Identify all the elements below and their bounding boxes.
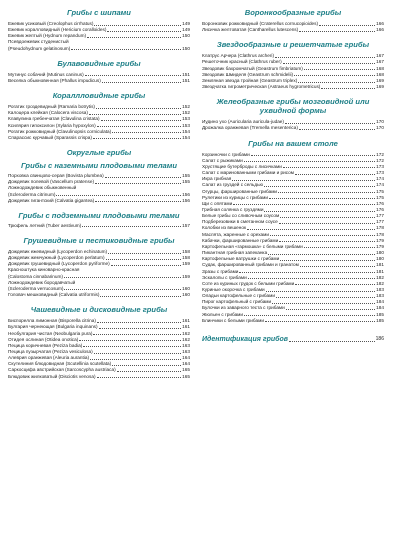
entry-title: Картофельная «гармошка» с белыми грибами	[202, 243, 303, 249]
entry-title: Красноштука киноварно-красная	[8, 267, 80, 273]
entry-title: Белые грибы со сливочным соусом	[202, 213, 280, 219]
page-number: 166	[376, 27, 384, 33]
entry-title: Рогатик рожковидный (Clavulinopsis corniculata)	[8, 128, 112, 134]
leader-dots	[265, 321, 375, 322]
page-number: 160	[182, 292, 190, 298]
section-subtitle: Грибы с наземными плодовыми телами	[20, 161, 178, 171]
leader-dots	[270, 235, 375, 236]
leader-dots	[295, 284, 375, 285]
page-number: 183	[376, 293, 384, 299]
leader-dots	[94, 353, 182, 354]
entry-title: Веселка обыкновенная (Phallus impudicus)	[8, 77, 101, 83]
page-number: 177	[376, 213, 384, 219]
page-number: 166	[376, 21, 384, 26]
section-title: Желеобразные грибы мозговидной или ухвидной формы	[216, 97, 370, 116]
leader-dots	[79, 340, 181, 341]
entry-title: Головач мешковидный (Calvatia utriformis)	[8, 292, 100, 298]
entry-title: Салат с маринованными грибами и рисом	[202, 170, 294, 176]
leader-dots	[87, 37, 181, 38]
leader-dots	[247, 229, 375, 230]
leader-dots	[97, 377, 182, 378]
entry-title: Пецица коричневая (Peziza badia)	[8, 342, 83, 348]
page-number: 152	[182, 104, 190, 110]
page-number: 149	[182, 27, 190, 33]
leader-dots	[107, 31, 181, 32]
page-number: 170	[376, 119, 384, 125]
leader-dots	[269, 198, 375, 199]
page-number: 156	[182, 191, 190, 197]
entry-title: Дождевик грушевидный (Lycoperdon pyriforme)	[8, 261, 110, 267]
leader-dots	[71, 49, 181, 50]
page-number: 169	[376, 77, 384, 83]
section-title: Чашевидные и дисковидные грибы	[30, 305, 168, 315]
page-number: 150	[182, 45, 190, 51]
leader-dots	[264, 211, 375, 212]
leader-dots	[111, 265, 181, 266]
entry-title: Дождевик ежевидный (Lycoperdon echinatum)	[8, 248, 108, 254]
entry-title: Пикантная грибная запеканка	[202, 250, 268, 256]
leader-dots	[90, 359, 181, 360]
toc-right-column	[202, 6, 384, 349]
leader-dots	[83, 346, 181, 347]
leader-dots	[96, 108, 181, 109]
page-number: 178	[376, 231, 384, 237]
entry-title: (Pseudohydnum gelatinosum)	[8, 45, 71, 51]
entry-title: Блюдовик жилковатый (Disciotis venosa)	[8, 373, 96, 379]
entry-title: Мутинус собачий (Mutinus caninus)	[8, 71, 84, 77]
page-number: 176	[376, 200, 384, 206]
leader-dots	[248, 278, 375, 279]
entry-title: Звездовик бахромчатый (Geastrum fimbriatum)	[202, 65, 303, 71]
entry-title: Ложнодождевик бородавчатый	[8, 279, 76, 285]
leader-dots	[299, 129, 375, 130]
leader-dots	[106, 259, 182, 260]
page-number: 172	[376, 157, 384, 163]
entry-title: Икра грибная	[202, 176, 232, 182]
page-number: 159	[182, 261, 190, 267]
page-number: 165	[182, 373, 190, 379]
entry-title: Булгария чернеющая (Bulgaria inquinans)	[8, 324, 98, 330]
entry-title: Порховка свинцово-серая (Bovista plumbea)	[8, 173, 104, 179]
page-number: 182	[376, 274, 384, 280]
entry-title: Ложнодождевик обыкновенный	[8, 185, 77, 191]
page-number: 181	[376, 262, 384, 268]
entry-title: Дождевик полевой (Vascellum pratense)	[8, 179, 95, 185]
entry-title: Дрожалка оранжевая (Tremella mesenterica)	[202, 125, 298, 131]
page-number: 163	[182, 342, 190, 348]
page-number: 164	[182, 361, 190, 367]
section-title: Грибы с шипами	[67, 8, 131, 17]
entry-title: Ежевик коралловидный (Hericium coralloides)	[8, 27, 107, 33]
page-number: 173	[376, 170, 384, 176]
page-number: 174	[376, 182, 384, 188]
entry-title: Судак, фаршированный грибами и гранатом	[202, 262, 299, 268]
section-title: Грибы на вашем столе	[248, 138, 338, 148]
leader-dots	[279, 241, 375, 242]
page-number: 157	[182, 222, 190, 228]
entry-title: Иудино ухо (Auricularia auricula-judae)	[202, 119, 284, 125]
page-number: 150	[182, 33, 190, 39]
leader-dots	[95, 183, 181, 184]
entry-title: Салат из груздей с сельдью	[202, 182, 264, 188]
entry-title: Клатрус Арчера (Clathrus archeri)	[202, 53, 275, 59]
leader-dots	[239, 272, 375, 273]
page-number: 185	[376, 317, 384, 323]
toc-left-column	[8, 6, 190, 385]
leader-dots	[64, 289, 181, 290]
page-number: 168	[376, 65, 384, 71]
entry-title: Трюфель летний (Tuber aestivum)	[8, 222, 82, 228]
leader-dots	[279, 223, 375, 224]
leader-dots	[105, 177, 182, 178]
leader-dots	[299, 31, 375, 32]
leader-dots	[278, 192, 375, 193]
page-number: 154	[182, 128, 190, 134]
leader-dots	[244, 161, 375, 162]
entry-title: Картофельные ватрушки с грибами	[202, 256, 280, 262]
page-number: 185	[376, 311, 384, 317]
entry-title: Звездовик Шмиделя (Geastrum schmidelii)	[202, 71, 294, 77]
page-number: 180	[376, 256, 384, 262]
entry-title: Рулетики из курицы с грибами	[202, 194, 268, 200]
page-number: 184	[376, 299, 384, 305]
entry-title: Биспорелла лимонная (Bisporella citrina)	[8, 318, 96, 324]
page-number: 153	[182, 122, 190, 128]
leader-dots	[112, 365, 181, 366]
page-number: 156	[182, 197, 190, 203]
leader-dots	[94, 25, 181, 26]
page-number: 153	[182, 116, 190, 122]
page-number: 160	[182, 285, 190, 291]
page-number: 168	[376, 71, 384, 77]
entry-title: Соте из куриных грудок с белыми грибами	[202, 280, 295, 286]
entry-title: Звездчатка гигрометрическая (Astraeus hygrometricus)	[202, 84, 321, 90]
entry-title: Спарассис курчавый (Sparassis crispa)	[8, 134, 92, 140]
entry-title: Псевдоежевик студенистый	[8, 39, 69, 45]
leader-dots	[272, 303, 375, 304]
leader-dots	[97, 126, 181, 127]
leader-dots	[304, 247, 375, 248]
leader-dots	[112, 132, 181, 133]
page-number: 175	[376, 188, 384, 194]
page-number: 179	[376, 243, 384, 249]
page-number: 167	[376, 53, 384, 59]
page-number: 159	[182, 273, 190, 279]
entry-title: Отидея ослиная (Otidea onotica)	[8, 336, 79, 342]
page-number: 151	[182, 77, 190, 83]
section-title: Округлые грибы	[66, 148, 132, 158]
entry-title: Хрустящие бутерброды с лисичками	[202, 163, 282, 169]
page-number: 173	[376, 163, 384, 169]
leader-dots	[295, 174, 375, 175]
leader-dots	[275, 57, 375, 58]
page-number: 165	[182, 367, 190, 373]
entry-title: Грибная солянка с груздями	[202, 206, 264, 212]
section-title: Булавовидные грибы	[57, 58, 141, 68]
entry-title: Корзиночки с грибами	[202, 151, 250, 157]
leader-dots	[232, 180, 375, 181]
leader-dots	[319, 25, 375, 26]
leader-dots	[99, 328, 182, 329]
leader-dots	[56, 195, 181, 196]
entry-title: Скутелиния блюдовидная (Scutellinia scutellata)	[8, 361, 112, 367]
leader-dots	[294, 75, 375, 76]
page-number: 149	[182, 21, 190, 26]
entry-title: Кабачки, фаршированные грибами	[202, 237, 279, 243]
leader-dots	[117, 371, 182, 372]
leader-dots	[97, 322, 181, 323]
page-number: 179	[376, 237, 384, 243]
leader-dots	[244, 315, 375, 316]
entry-title: Дождевик гигантский (Calvatia gigantea)	[8, 197, 95, 203]
page-number: 181	[376, 268, 384, 274]
entry-title: Воронковик рожковидный (Craterellus cornucopioides)	[202, 21, 319, 26]
page-number: 163	[182, 349, 190, 354]
page-number: 154	[182, 134, 190, 140]
page-number: 151	[182, 71, 190, 77]
entry-title: Клавулина гребенчатая (Clavulina cristata)	[8, 116, 100, 122]
leader-dots	[304, 69, 375, 70]
entry-title: Ежевик желтый (Hydnum repandum)	[8, 33, 87, 39]
entry-title: Алеврия оранжевая (Aleuria aurantia)	[8, 355, 90, 361]
entry-title: Подберезовики в сметанном соусе	[202, 219, 278, 225]
entry-title: Куриные окорочка с грибами	[202, 287, 265, 292]
leader-dots	[251, 155, 375, 156]
page-number: 177	[376, 219, 384, 225]
section-subtitle: Грибы с подземными плодовыми телами	[18, 210, 180, 220]
section-title: Кораллловидные грибы	[52, 91, 146, 101]
entry-title: Дождевик жемчужный (Lycoperdon perlatum)	[8, 255, 105, 261]
leader-dots	[64, 277, 181, 278]
leader-dots	[280, 217, 375, 218]
entry-title: Земляная звезда тройная (Geastrum triplex)	[202, 77, 298, 83]
entry-title: Необулгария чистая (Neobulgaria pura)	[8, 330, 93, 336]
section-title: Идентификация грибов	[202, 335, 288, 343]
page-number: 162	[182, 336, 190, 342]
page-number: 158	[182, 255, 190, 261]
entry-title: Колобки из вешенок	[202, 225, 247, 231]
page-number: 176	[376, 206, 384, 212]
page-number: 167	[376, 59, 384, 65]
page-number: 180	[376, 250, 384, 256]
page-number: 183	[376, 287, 384, 292]
page-number: 178	[376, 225, 384, 231]
entry-title: Ксилярия гипоксилон (Xylaria hypoxylon)	[8, 122, 96, 128]
leader-dots	[276, 297, 375, 298]
entry-title: Салат с рыжиками	[202, 157, 243, 163]
page-number: 174	[376, 176, 384, 182]
entry-title: (Calostoma cinnabarinum)	[8, 273, 63, 279]
leader-dots	[233, 204, 375, 205]
entry-title: Огурцы, фаршированные грибами	[202, 188, 278, 194]
page-number: 182	[376, 280, 384, 286]
leader-dots	[85, 75, 182, 76]
entry-title: Пецица пузырчатая (Peziza vesiculosa)	[8, 349, 93, 354]
entry-title: Маслята, жаренные с орехами	[202, 231, 270, 237]
leader-dots	[100, 296, 181, 297]
leader-dots	[101, 120, 182, 121]
entry-title: Пирог картофельный с грибами	[202, 299, 272, 305]
leader-dots	[285, 123, 375, 124]
page-number: 155	[182, 179, 190, 185]
leader-dots	[108, 253, 181, 254]
leader-dots	[298, 82, 375, 83]
leader-dots	[93, 334, 181, 335]
page-number: 161	[182, 318, 190, 324]
entry-title: Решеточник красный (Clathrus ruber)	[202, 59, 282, 65]
entry-title: Ежевик усиковый (Creolophus cirrhatus)	[8, 21, 94, 26]
entry-title: (Scleroderma verrucosum)	[8, 285, 64, 291]
entry-title: Лисичка желтоватая (Cantharellus lutescens)	[202, 27, 299, 33]
leader-dots	[264, 186, 375, 187]
entry-title: Оладьи картофельные с грибами	[202, 293, 275, 299]
entry-title: Блинчики с белыми грибами	[202, 317, 264, 323]
leader-dots	[289, 341, 375, 342]
section-title: Звездообразные и решетчатые грибы	[216, 40, 370, 50]
leader-dots	[89, 114, 181, 115]
leader-dots	[283, 63, 376, 64]
page-number: 175	[376, 194, 384, 200]
leader-dots	[286, 309, 375, 310]
page-number: 164	[182, 355, 190, 361]
leader-dots	[280, 260, 375, 261]
leader-dots	[266, 291, 376, 292]
entry-title: (Scleroderma citrinum)	[8, 191, 56, 197]
leader-dots	[102, 82, 181, 83]
leader-dots	[300, 266, 375, 267]
leader-dots	[268, 254, 375, 255]
section-title: Грушевидные и пестиковидные грибы	[23, 235, 175, 245]
leader-dots	[283, 167, 375, 168]
page-number: 155	[182, 173, 190, 179]
section-title-entry[interactable]	[202, 335, 384, 344]
entry-title: Зразы с грибами	[202, 268, 239, 274]
entry-title: Саркосцифа австрийская (Sarcoscypha austriaca)	[8, 367, 116, 373]
leader-dots	[95, 201, 181, 202]
page-number: 172	[376, 151, 384, 157]
page-number: 186	[375, 335, 384, 342]
entry-title: Жюльен с грибами	[202, 311, 244, 317]
entry-title: Эскалопы с грибами	[202, 274, 247, 280]
page-number: 162	[182, 330, 190, 336]
entry-title: Калоцера клейкая (Calocera viscosa)	[8, 110, 88, 116]
page-number: 169	[376, 84, 384, 90]
leader-dots	[93, 138, 181, 139]
page-number: 152	[182, 110, 190, 116]
section-title: Воронкообразные грибы	[244, 8, 342, 17]
page-number: 161	[182, 324, 190, 330]
page-number: 170	[376, 125, 384, 131]
leader-dots	[82, 226, 181, 227]
entry-title: Щи с опятами	[202, 200, 233, 206]
page-number: 184	[376, 305, 384, 311]
page-number: 158	[182, 248, 190, 254]
leader-dots	[321, 88, 375, 89]
entry-title: Булочки из заварного теста с грибами	[202, 305, 285, 311]
entry-title: Рогатик гроздевидный (Ramaria botrytis)	[8, 104, 95, 110]
